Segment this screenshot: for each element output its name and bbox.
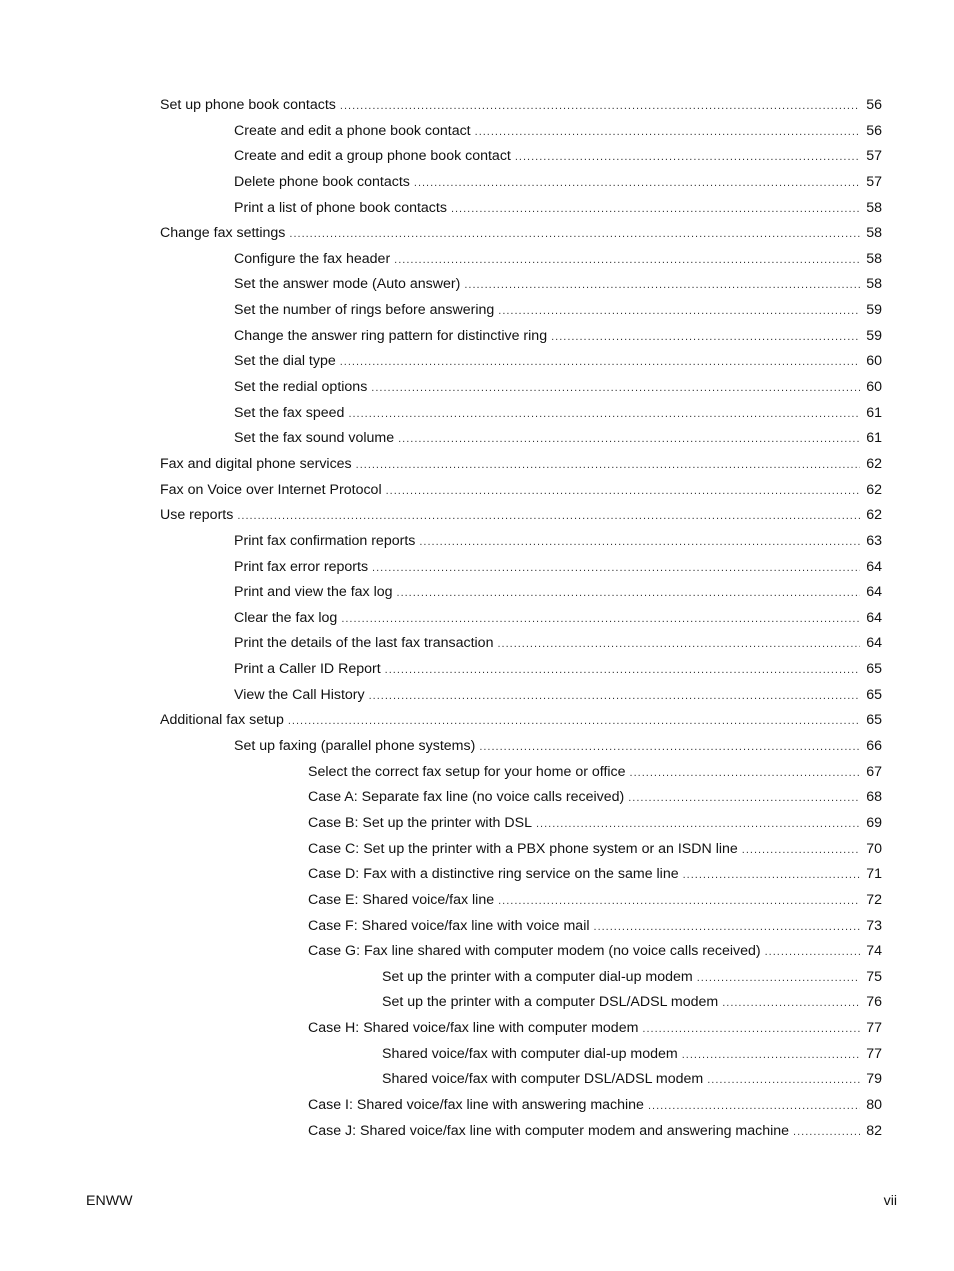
toc-entry-title: Delete phone book contacts: [234, 173, 410, 190]
toc-entry[interactable]: [0, 606, 954, 632]
toc-entry[interactable]: [0, 401, 954, 427]
toc-entry[interactable]: [0, 760, 954, 786]
toc-entry-page-number: 58: [866, 250, 882, 267]
toc-entry-title: Select the correct fax setup for your home or office: [308, 763, 626, 780]
toc-entry-title: Print a Caller ID Report: [234, 661, 381, 678]
toc-entry-page-number: 76: [866, 994, 882, 1011]
toc-dot-leader: [419, 530, 860, 556]
toc-entry[interactable]: [0, 375, 954, 401]
toc-entry-title: Use reports: [160, 507, 234, 524]
toc-entry-page-number: 62: [866, 507, 882, 524]
toc-entry-page-number: 70: [866, 840, 882, 857]
toc-dot-leader: [742, 838, 860, 864]
toc-dot-leader: [515, 145, 860, 171]
toc-dot-leader: [707, 1068, 860, 1094]
toc-entry[interactable]: [0, 503, 954, 529]
toc-dot-leader: [682, 1043, 860, 1069]
toc-dot-leader: [371, 376, 860, 402]
toc-entry-title: Print fax confirmation reports: [234, 532, 416, 549]
toc-entry-page-number: 73: [866, 917, 882, 934]
toc-entry-page-number: 75: [866, 968, 882, 985]
toc-entry-title: Set up phone book contacts: [160, 97, 336, 113]
toc-entry-page-number: 66: [866, 738, 882, 755]
toc-entry-title: Print and view the fax log: [234, 584, 393, 601]
toc-entry-page-number: 80: [866, 1096, 882, 1113]
toc-dot-leader: [451, 197, 860, 223]
toc-dot-leader: [722, 991, 860, 1017]
toc-entry-page-number: 77: [866, 1045, 882, 1062]
toc-entry-page-number: 64: [866, 584, 882, 601]
toc-entry-page-number: 58: [866, 276, 882, 293]
toc-entry-page-number: 60: [866, 379, 882, 396]
toc-entry-title: Shared voice/fax with computer dial-up modem: [382, 1045, 678, 1062]
toc-entry[interactable]: [0, 785, 954, 811]
toc-dot-leader: [348, 402, 860, 428]
toc-entry-page-number: 64: [866, 558, 882, 575]
toc-entry[interactable]: [0, 221, 954, 247]
toc-entry-page-number: 65: [866, 661, 882, 678]
toc-entry-title: Case I: Shared voice/fax line with answering machine: [308, 1096, 644, 1113]
toc-entry-page-number: 69: [866, 814, 882, 831]
toc-entry-page-number: 57: [866, 173, 882, 190]
toc-dot-leader: [341, 607, 860, 633]
toc-entry-title: Change fax settings: [160, 225, 286, 242]
toc-dot-leader: [386, 479, 860, 505]
toc-entry-title: Set the fax speed: [234, 404, 345, 421]
toc-dot-leader: [479, 735, 860, 761]
toc-entry-title: View the Call History: [234, 686, 365, 703]
toc-entry-title: Set up faxing (parallel phone systems): [234, 738, 476, 755]
toc-dot-leader: [628, 786, 860, 812]
toc-entry-page-number: 71: [866, 866, 882, 883]
toc-entry-page-number: 64: [866, 609, 882, 626]
toc-dot-leader: [551, 325, 860, 351]
toc-entry-title: Print a list of phone book contacts: [234, 199, 447, 216]
toc-entry[interactable]: [0, 452, 954, 478]
toc-entry-page-number: 74: [866, 943, 882, 960]
toc-entry-title: Create and edit a group phone book contact: [234, 148, 511, 165]
toc-entry-title: Case H: Shared voice/fax line with computer modem: [308, 1020, 639, 1037]
toc-dot-leader: [397, 581, 860, 607]
toc-dot-leader: [642, 1017, 860, 1043]
toc-entry-page-number: 82: [866, 1122, 882, 1139]
toc-entry-title: Configure the fax header: [234, 250, 391, 267]
toc-entry-title: Case E: Shared voice/fax line: [308, 891, 495, 908]
toc-dot-leader: [475, 120, 860, 146]
toc-dot-leader: [288, 709, 860, 735]
toc-entry-page-number: 67: [866, 763, 882, 780]
toc-entry[interactable]: [0, 939, 954, 965]
toc-dot-leader: [398, 427, 860, 453]
toc-entry-page-number: 79: [866, 1071, 882, 1088]
toc-entry[interactable]: [0, 914, 954, 940]
toc-entry[interactable]: [0, 247, 954, 273]
table-of-contents: [0, 93, 954, 1144]
toc-entry-page-number: 65: [866, 686, 882, 703]
toc-entry-page-number: 61: [866, 430, 882, 447]
toc-entry[interactable]: [0, 1093, 954, 1119]
toc-entry[interactable]: [0, 426, 954, 452]
toc-entry[interactable]: [0, 478, 954, 504]
toc-entry-title: Fax on Voice over Internet Protocol: [160, 481, 382, 498]
toc-entry-title: Additional fax setup: [160, 712, 284, 729]
toc-dot-leader: [648, 1094, 860, 1120]
toc-dot-leader: [289, 222, 860, 248]
toc-dot-leader: [793, 1120, 860, 1146]
toc-entry-title: Set the fax sound volume: [234, 430, 395, 447]
toc-entry-page-number: 72: [866, 891, 882, 908]
toc-entry-page-number: 63: [866, 532, 882, 549]
toc-entry[interactable]: [0, 708, 954, 734]
toc-entry[interactable]: [0, 631, 954, 657]
footer-page-number: vii: [883, 1193, 897, 1209]
toc-entry-title: Change the answer ring pattern for distinctive ring: [234, 327, 548, 344]
toc-entry[interactable]: [0, 1016, 954, 1042]
toc-entry-title: Set the number of rings before answering: [234, 302, 495, 319]
toc-dot-leader: [765, 940, 860, 966]
toc-dot-leader: [536, 812, 860, 838]
toc-entry-title: Case A: Separate fax line (no voice calls received): [308, 789, 625, 806]
toc-entry-page-number: 64: [866, 635, 882, 652]
toc-dot-leader: [697, 966, 860, 992]
toc-entry-page-number: 58: [866, 199, 882, 216]
toc-entry[interactable]: [0, 811, 954, 837]
toc-entry-title: Case F: Shared voice/fax line with voice mail: [308, 917, 590, 934]
toc-entry[interactable]: [0, 170, 954, 196]
toc-dot-leader: [497, 632, 860, 658]
toc-entry-title: Case G: Fax line shared with computer modem (no voice calls received): [308, 943, 761, 960]
footer-doc-code: ENWW: [86, 1193, 133, 1209]
toc-entry-page-number: 59: [866, 302, 882, 319]
toc-entry[interactable]: [0, 1119, 954, 1145]
toc-dot-leader: [372, 556, 860, 582]
toc-dot-leader: [340, 94, 860, 120]
toc-entry[interactable]: [0, 965, 954, 991]
toc-entry[interactable]: [0, 683, 954, 709]
toc-entry[interactable]: [0, 324, 954, 350]
toc-entry[interactable]: [0, 119, 954, 145]
toc-entry-title: Case B: Set up the printer with DSL: [308, 814, 532, 831]
toc-entry[interactable]: [0, 837, 954, 863]
toc-entry[interactable]: [0, 298, 954, 324]
toc-entry[interactable]: [0, 1042, 954, 1068]
toc-entry[interactable]: [0, 93, 954, 119]
toc-entry-title: Case C: Set up the printer with a PBX phone system or an ISDN line: [308, 840, 738, 857]
toc-entry[interactable]: [0, 734, 954, 760]
toc-dot-leader: [369, 684, 860, 710]
toc-entry-page-number: 65: [866, 712, 882, 729]
toc-entry[interactable]: [0, 555, 954, 581]
toc-entry[interactable]: [0, 144, 954, 170]
toc-entry-page-number: 58: [866, 225, 882, 242]
page-footer: [86, 1193, 897, 1209]
toc-entry[interactable]: [0, 272, 954, 298]
toc-dot-leader: [498, 299, 860, 325]
toc-dot-leader: [414, 171, 860, 197]
toc-entry-title: Clear the fax log: [234, 609, 338, 626]
toc-dot-leader: [394, 248, 860, 274]
toc-entry-title: Print the details of the last fax transaction: [234, 635, 494, 652]
toc-dot-leader: [630, 761, 860, 787]
toc-entry-title: Set up the printer with a computer dial-up modem: [382, 968, 693, 985]
toc-entry-title: Case J: Shared voice/fax line with computer modem and answering machine: [308, 1122, 790, 1139]
toc-dot-leader: [498, 889, 860, 915]
toc-entry-page-number: 60: [866, 353, 882, 370]
toc-entry-title: Set the dial type: [234, 353, 336, 370]
toc-entry-title: Print fax error reports: [234, 558, 369, 575]
toc-entry-title: Fax and digital phone services: [160, 455, 352, 472]
toc-entry-page-number: 57: [866, 148, 882, 165]
toc-entry[interactable]: [0, 862, 954, 888]
toc-entry-page-number: 59: [866, 327, 882, 344]
toc-entry-page-number: 56: [866, 122, 882, 139]
toc-dot-leader: [356, 453, 860, 479]
toc-entry[interactable]: [0, 1067, 954, 1093]
toc-dot-leader: [340, 350, 860, 376]
toc-entry-title: Case D: Fax with a distinctive ring service on the same line: [308, 866, 679, 883]
toc-entry-title: Create and edit a phone book contact: [234, 122, 471, 139]
toc-entry[interactable]: [0, 349, 954, 375]
toc-entry-page-number: 77: [866, 1020, 882, 1037]
toc-entry-page-number: 56: [866, 97, 882, 113]
toc-dot-leader: [385, 658, 860, 684]
toc-entry-page-number: 61: [866, 404, 882, 421]
toc-dot-leader: [237, 504, 860, 530]
toc-entry-title: Set the redial options: [234, 379, 368, 396]
toc-entry-title: Set the answer mode (Auto answer): [234, 276, 461, 293]
toc-entry-title: Set up the printer with a computer DSL/ADSL modem: [382, 994, 719, 1011]
toc-entry[interactable]: [0, 888, 954, 914]
toc-entry-page-number: 62: [866, 481, 882, 498]
toc-entry-page-number: 62: [866, 455, 882, 472]
toc-entry[interactable]: [0, 657, 954, 683]
toc-entry[interactable]: [0, 990, 954, 1016]
toc-entry[interactable]: [0, 196, 954, 222]
toc-entry[interactable]: [0, 529, 954, 555]
toc-dot-leader: [594, 915, 860, 941]
toc-entry[interactable]: [0, 580, 954, 606]
toc-entry-page-number: 68: [866, 789, 882, 806]
toc-dot-leader: [683, 863, 860, 889]
toc-entry-title: Shared voice/fax with computer DSL/ADSL modem: [382, 1071, 704, 1088]
toc-dot-leader: [464, 273, 860, 299]
